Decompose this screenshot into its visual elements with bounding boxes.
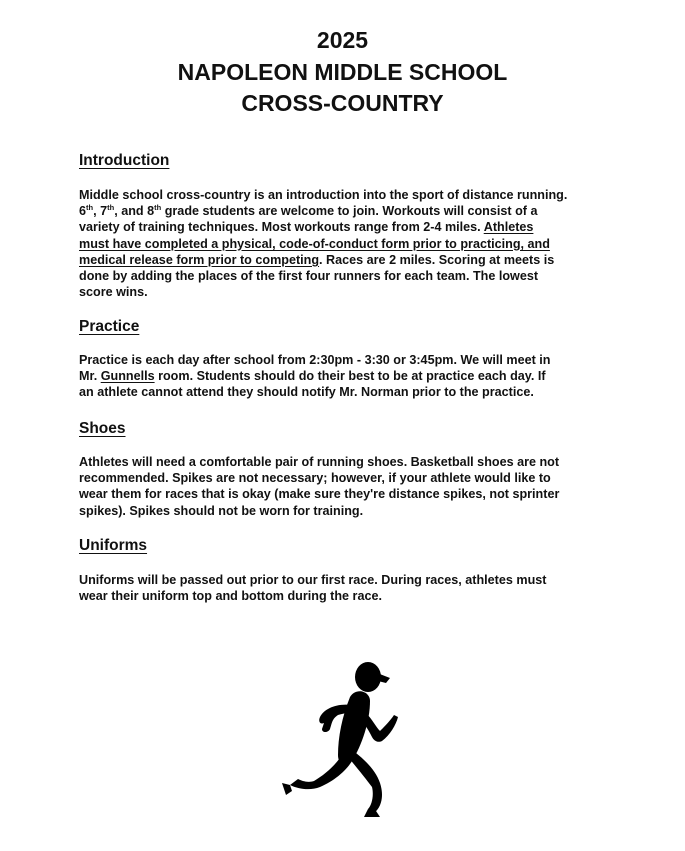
intro-line: 6th, 7th, and 8th grade students are welcome to join. Workouts will consist of a [79, 203, 538, 219]
intro-line: Middle school cross-country is an introduction into the sport of distance running. [79, 188, 568, 202]
introduction-heading: Introduction [79, 152, 170, 169]
shoes-line: recommended. Spikes are not necessary; however, if your athlete would like to [79, 471, 551, 486]
year-title: 2025 [316, 27, 369, 53]
requirement-text: medical release form prior to competing [79, 252, 320, 267]
runner-front-foot [364, 809, 380, 817]
intro-line: done by adding the places of the first four runners for each team. The lowest [79, 269, 539, 284]
requirement-text: must have completed a physical, code-of-conduct form prior to practicing, and [79, 236, 550, 251]
practice-heading: Practice [79, 318, 140, 335]
runner-front-leg [348, 753, 382, 813]
uniforms-paragraph [79, 572, 609, 604]
introduction-paragraph [79, 187, 609, 300]
grade-8: 8 [147, 204, 155, 219]
intro-line [79, 236, 609, 252]
sport-title: CROSS-COUNTRY [241, 90, 444, 116]
runner-back-leg [290, 755, 352, 789]
shoes-paragraph [79, 454, 609, 519]
grade-7: 7 [100, 204, 108, 219]
requirement-text: Athletes [483, 220, 534, 235]
shoes-line: wear them for races that is okay (make sure they're distance spikes, not sprinter [79, 487, 560, 502]
uniforms-line: Uniforms will be passed out prior to our first race. During races, athletes must [79, 573, 547, 587]
teacher-name: Gunnells [100, 369, 155, 384]
shoes-line: Athletes will need a comfortable pair of running shoes. Basketball shoes are not [79, 455, 560, 469]
shoes-heading: Shoes [79, 420, 126, 437]
intro-line: score wins. [79, 285, 148, 300]
practice-line: an athlete cannot attend they should notify Mr. Norman prior to the practice. [79, 385, 534, 400]
grade-6: 6 [79, 204, 87, 219]
uniforms-heading: Uniforms [79, 537, 148, 554]
runner-icon [280, 657, 408, 817]
practice-paragraph [79, 352, 609, 401]
runner-torso [338, 691, 370, 764]
practice-line: Mr. Gunnells room. Students should do their best to be at practice each day. If [79, 369, 546, 384]
intro-line: variety of training techniques. Most workouts range from 2-4 miles. Athletes [79, 220, 534, 235]
shoes-line: spikes). Spikes should not be worn for training. [79, 503, 364, 518]
intro-line: medical release form prior to competing. Races are 2 miles. Scoring at meets is [79, 252, 555, 267]
school-title: NAPOLEON MIDDLE SCHOOL [177, 59, 508, 85]
uniforms-line: wear their uniform top and bottom during the race. [79, 589, 382, 604]
practice-line: Practice is each day after school from 2:30pm - 3:30 or 3:45pm. We will meet in [79, 353, 551, 367]
